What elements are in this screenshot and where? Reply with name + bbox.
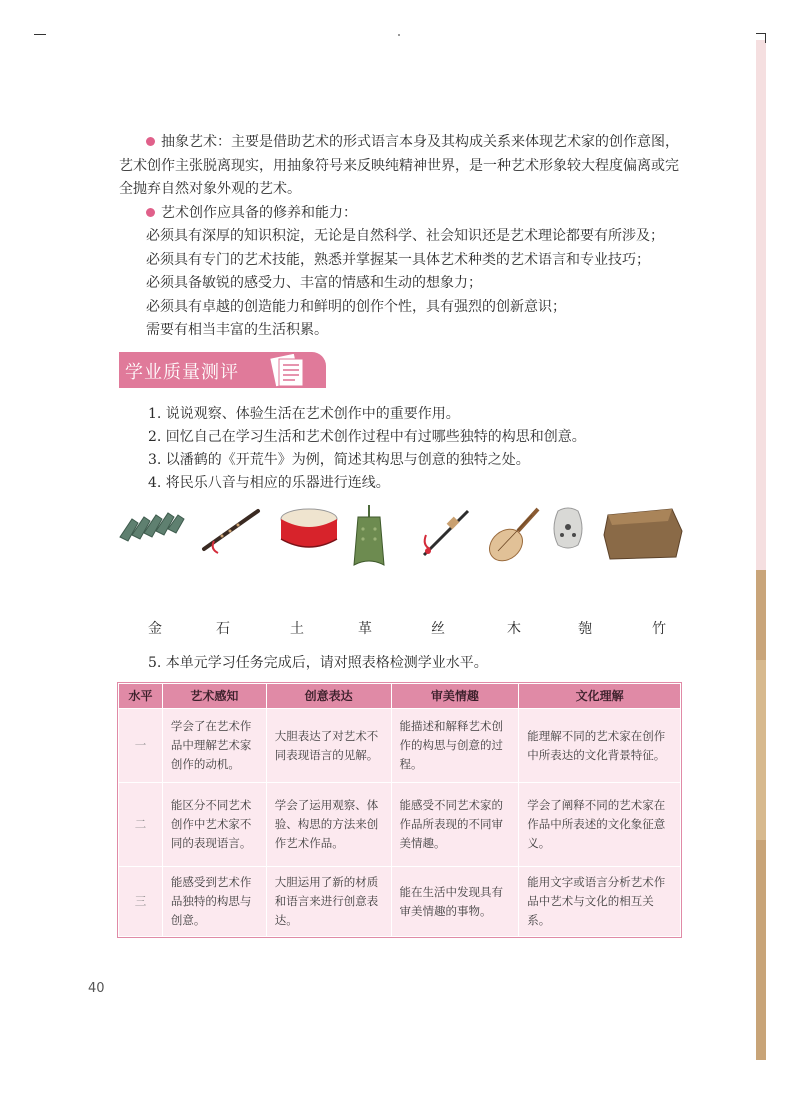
- table-cell: 学会了阐释不同的艺术家在作品中所表述的文化象征意义。: [519, 783, 681, 867]
- xun-icon: [550, 505, 586, 551]
- table-cell: 学会了在艺术作品中理解艺术家创作的动机。: [162, 709, 266, 783]
- wooden-zhu-icon: [602, 505, 684, 561]
- column-header: 艺术感知: [162, 684, 266, 709]
- table-cell: 能描述和解释艺术创作的构思与创意的过程。: [391, 709, 519, 783]
- table-cell: 二: [119, 783, 163, 867]
- drum-icon: [278, 505, 340, 555]
- section-title: 学业质量测评: [125, 362, 239, 383]
- label-item: 金: [148, 621, 162, 637]
- question-item: 4. 将民乐八音与相应的乐器进行连线。: [148, 475, 390, 491]
- sheng-icon: [418, 505, 476, 561]
- intro-line: 必须具有专门的艺术技能，熟悉并掌握某一具体艺术种类的艺术语言和专业技巧；: [146, 251, 650, 268]
- table-cell: 一: [119, 709, 163, 783]
- intro-paragraph: 抽象艺术：主要是借助艺术的形式语言本身及其构成关系来体现艺术家的创作意图，艺术创作主张脱离现实，用抽象符号来反映纯精神世界，是一种艺术形象较大程度偏离或完全抛弃自然对象外观的艺术。: [119, 134, 679, 197]
- table-cell: 三: [119, 867, 163, 937]
- table-row: [119, 867, 681, 937]
- label-item: 土: [290, 621, 304, 637]
- table-cell: 能感受不同艺术家的作品所表现的不同审美情趣。: [391, 783, 519, 867]
- assessment-table: [118, 683, 681, 937]
- label-item: 丝: [431, 621, 445, 637]
- column-header: 创意表达: [266, 684, 391, 709]
- intro-line: 必须具有深厚的知识积淀，无论是自然科学、社会知识还是艺术理论都要有所涉及；: [146, 228, 664, 244]
- question-list: [148, 403, 688, 495]
- crop-mark: [34, 34, 46, 35]
- column-header: 水平: [119, 684, 163, 709]
- instrument-labels: [118, 618, 684, 640]
- table-cell: 学会了运用观察、体验、构思的方法来创作艺术作品。: [266, 783, 391, 867]
- bullet-icon: [146, 208, 155, 217]
- question-item: 3. 以潘鹤的《开荒牛》为例，简述其构思与创意的独特之处。: [148, 452, 530, 468]
- dizi-flute-icon: [200, 505, 262, 555]
- intro-section: [119, 131, 689, 343]
- intro-line: 必须具备敏锐的感受力、丰富的情感和生动的想象力；: [146, 275, 482, 291]
- pipa-icon: [486, 505, 542, 563]
- intro-line: 必须具有卓越的创造能力和鲜明的创作个性，具有强烈的创新意识；: [146, 298, 566, 315]
- column-header: 文化理解: [519, 684, 681, 709]
- label-item: 匏: [578, 621, 592, 637]
- page-number: 40: [88, 981, 105, 996]
- table-cell: 能在生活中发现具有审美情趣的事物。: [391, 867, 519, 937]
- section-banner: [119, 352, 326, 388]
- question-item: 5. 本单元学习任务完成后，请对照表格检测学业水平。: [148, 655, 488, 671]
- label-item: 竹: [652, 621, 666, 637]
- table-row: [119, 783, 681, 867]
- label-item: 石: [216, 621, 230, 637]
- label-item: 革: [358, 621, 372, 637]
- label-item: 木: [507, 621, 521, 637]
- question-item: 2. 回忆自己在学习生活和艺术创作过程中有过哪些独特的构思和创意。: [148, 429, 586, 445]
- table-cell: 能理解不同的艺术家在创作中所表达的文化背景特征。: [519, 709, 681, 783]
- column-header: 审美情趣: [391, 684, 519, 709]
- table-cell: 大胆表达了对艺术不同表现语言的见解。: [266, 709, 391, 783]
- qing-chime-stones-icon: [118, 505, 186, 545]
- document-icon: [267, 354, 307, 388]
- crop-mark: [765, 33, 766, 43]
- bronze-bell-icon: [350, 505, 388, 571]
- crop-mark: [398, 34, 400, 36]
- table-cell: 能区分不同艺术创作中艺术家不同的表现语言。: [162, 783, 266, 867]
- instrument-row: [118, 505, 684, 575]
- bullet-icon: [146, 137, 155, 146]
- question-item: 1. 说说观察、体验生活在艺术创作中的重要作用。: [148, 406, 460, 422]
- table-cell: 能感受到艺术作品独特的构思与创意。: [162, 867, 266, 937]
- table-row: [119, 709, 681, 783]
- table-header-row: [119, 684, 681, 709]
- page-edge-strip: [756, 40, 766, 1060]
- intro-line: 需要有相当丰富的生活积累。: [146, 322, 328, 338]
- table-cell: 能用文字或语言分析艺术作品中艺术与文化的相互关系。: [519, 867, 681, 937]
- intro-paragraph: 艺术创作应具备的修养和能力：: [119, 202, 689, 226]
- table-cell: 大胆运用了新的材质和语言来进行创意表达。: [266, 867, 391, 937]
